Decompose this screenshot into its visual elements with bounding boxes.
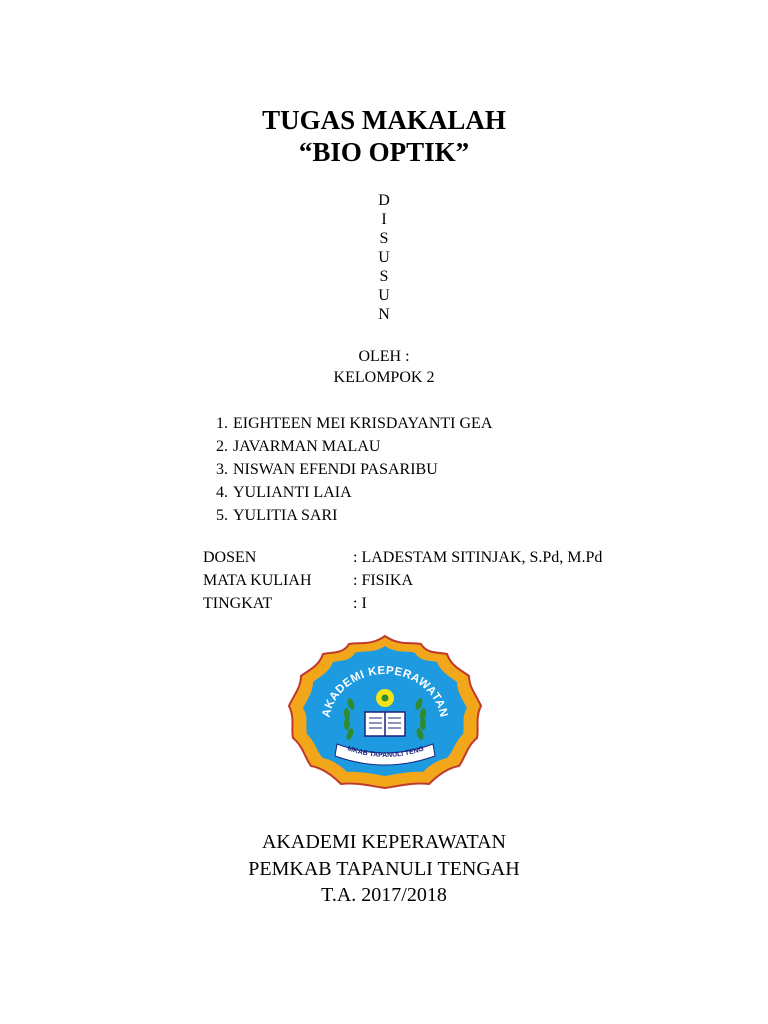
document-title: TUGAS MAKALAH	[262, 105, 506, 135]
disusun-letter: S	[379, 268, 389, 285]
member-list	[206, 412, 492, 527]
member-name: EIGHTEEN MEI KRISDAYANTI GEA	[233, 415, 493, 432]
disusun-letter: U	[378, 287, 390, 304]
list-number: 4.	[216, 484, 228, 501]
list-item	[206, 458, 492, 481]
info-value: : LADESTAM SITINJAK, S.Pd, M.Pd	[353, 549, 603, 566]
footer-institution: AKADEMI KEPERAWATAN	[261, 831, 506, 853]
logo-banner-text: MKAB TAPANULI TENG	[346, 745, 425, 760]
disusun-letter: N	[378, 306, 390, 323]
course-info	[203, 546, 602, 615]
member-name: YULITIA SARI	[233, 507, 338, 524]
disusun-letter: I	[381, 211, 387, 228]
info-row-lecturer	[203, 546, 602, 569]
list-item	[206, 481, 492, 504]
member-name: YULIANTI LAIA	[233, 484, 352, 501]
member-name: NISWAN EFENDI PASARIBU	[233, 461, 438, 478]
oleh-label: OLEH :	[358, 348, 410, 365]
info-value: : I	[353, 595, 367, 612]
info-key: TINGKAT	[203, 595, 273, 612]
disusun-letter: S	[379, 230, 389, 247]
footer-region: PEMKAB TAPANULI TENGAH	[248, 858, 520, 880]
info-row-level	[203, 592, 602, 615]
disusun-letter: D	[378, 192, 390, 209]
academy-logo	[287, 632, 483, 790]
list-number: 1.	[216, 415, 228, 432]
list-item	[206, 412, 492, 435]
list-item	[206, 435, 492, 458]
member-name: JAVARMAN MALAU	[233, 438, 381, 455]
list-item	[206, 504, 492, 527]
document-subtitle: “BIO OPTIK”	[298, 137, 470, 167]
list-number: 5.	[216, 507, 228, 524]
group-label: KELOMPOK 2	[333, 369, 435, 386]
list-number: 3.	[216, 461, 228, 478]
flower-icon	[376, 689, 394, 707]
logo-arc-text: AKADEMI KEPERAWATAN	[320, 664, 450, 719]
book-icon	[365, 712, 405, 736]
footer-academic-year: T.A. 2017/2018	[321, 884, 447, 906]
info-value: : FISIKA	[353, 572, 414, 589]
disusun-letter: U	[378, 249, 390, 266]
disusun-vertical-text	[0, 191, 768, 324]
list-number: 2.	[216, 438, 228, 455]
info-key: MATA KULIAH	[203, 572, 312, 589]
info-key: DOSEN	[203, 549, 257, 566]
info-row-course	[203, 569, 602, 592]
